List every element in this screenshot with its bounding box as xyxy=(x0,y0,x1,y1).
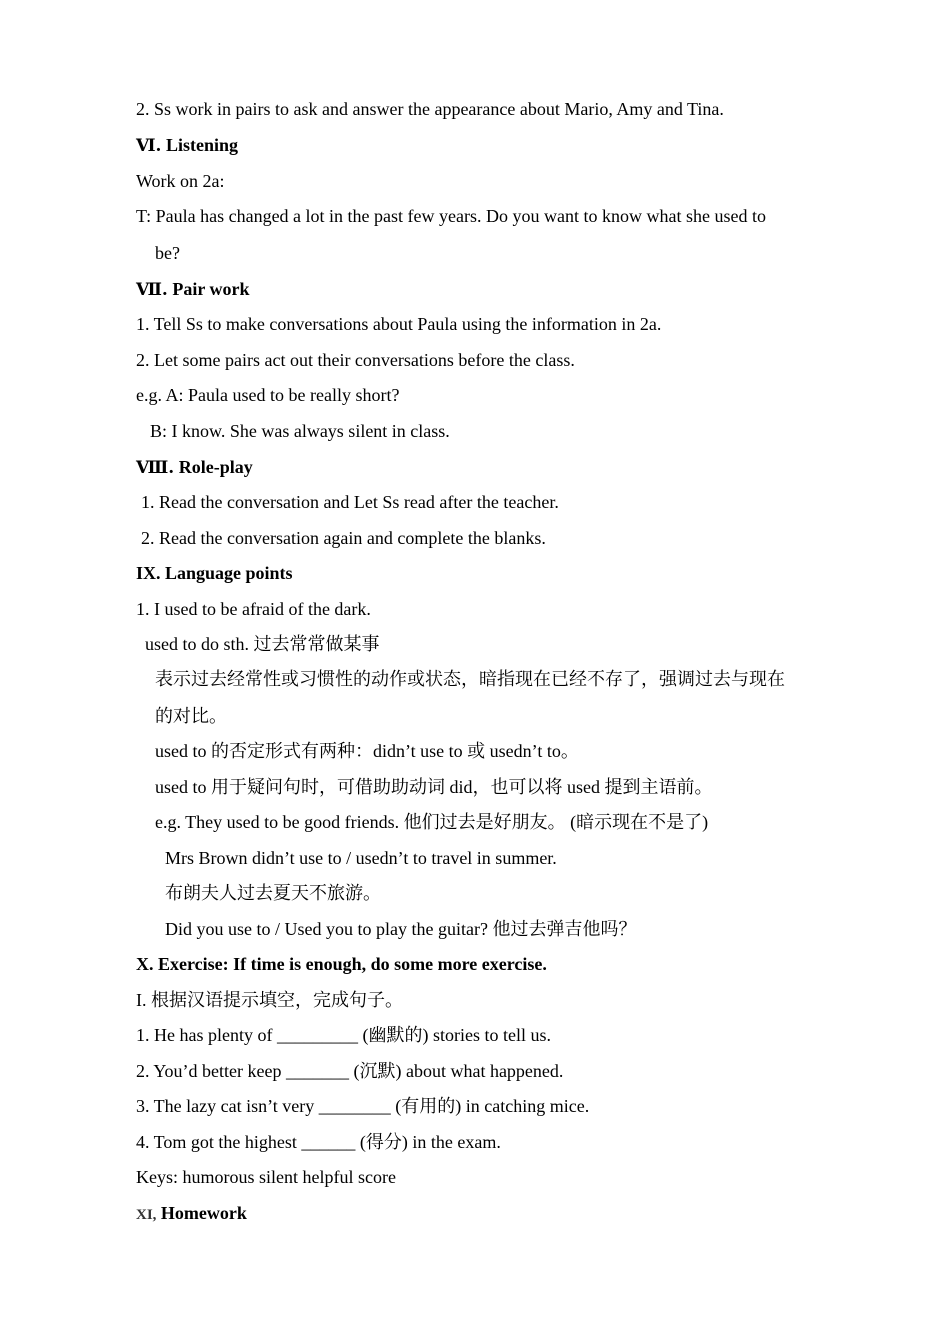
exercise-item: 2. You’d better keep _______ (沉默) about what happened. xyxy=(136,1061,564,1081)
text-line: 布朗夫人过去夏天不旅游。 xyxy=(165,883,381,903)
text-line: B: I know. She was always silent in class. xyxy=(150,421,450,441)
text-line: used to 用于疑问句时，可借助助动词 did，也可以将 used 提到主语前。 xyxy=(155,777,713,797)
section-heading-exercise: X. Exercise: If time is enough, do some more exercise. xyxy=(136,954,547,974)
text-line: 2. Read the conversation again and complete the blanks. xyxy=(141,528,546,548)
text-line: 1. Tell Ss to make conversations about Paula using the information in 2a. xyxy=(136,314,662,334)
roman-numeral: Ⅶ. xyxy=(136,280,168,300)
section-heading-homework xyxy=(136,1202,247,1226)
text-line: T: Paula has changed a lot in the past few years. Do you want to know what she used to xyxy=(136,206,766,226)
text-line: e.g. A: Paula used to be really short? xyxy=(136,385,400,405)
roman-numeral: XI, xyxy=(136,1207,157,1223)
exercise-item: 3. The lazy cat isn’t very ________ (有用的) in catching mice. xyxy=(136,1096,590,1116)
text-line: I. 根据汉语提示填空，完成句子。 xyxy=(136,990,403,1010)
text-line: used to 的否定形式有两种：didn’t use to 或 usedn’t to。 xyxy=(155,741,579,761)
text-line: 2. Ss work in pairs to ask and answer the appearance about Mario, Amy and Tina. xyxy=(136,99,724,119)
exercise-item: 1. He has plenty of _________ (幽默的) stories to tell us. xyxy=(136,1025,551,1045)
section-heading-language-points: IX. Language points xyxy=(136,563,293,583)
text-line: Mrs Brown didn’t use to / usedn’t to travel in summer. xyxy=(165,848,557,868)
text-line: Work on 2a: xyxy=(136,171,225,191)
section-heading-role-play xyxy=(136,456,253,479)
text-line: 1. Read the conversation and Let Ss read after the teacher. xyxy=(141,492,559,512)
heading-text: Pair work xyxy=(172,279,250,299)
roman-numeral: Ⅷ. xyxy=(136,458,175,478)
section-heading-listening xyxy=(136,134,238,157)
heading-text: Homework xyxy=(160,1203,247,1223)
text-line: 2. Let some pairs act out their conversations before the class. xyxy=(136,350,575,370)
heading-text: Role-play xyxy=(178,457,253,477)
section-heading-pair-work xyxy=(136,278,250,301)
text-line: 的对比。 xyxy=(155,706,227,726)
text-line: 1. I used to be afraid of the dark. xyxy=(136,599,371,619)
text-line: Did you use to / Used you to play the guitar? 他过去弹吉他吗？ xyxy=(165,919,637,939)
exercise-item: 4. Tom got the highest ______ (得分) in the exam. xyxy=(136,1132,501,1152)
text-line: e.g. They used to be good friends. 他们过去是好朋友。 (暗示现在不是了) xyxy=(155,812,709,832)
text-line: be? xyxy=(155,243,180,263)
text-line: used to do sth. 过去常常做某事 xyxy=(145,634,380,654)
heading-text: Listening xyxy=(165,135,238,155)
answer-keys: Keys: humorous silent helpful score xyxy=(136,1167,396,1187)
text-line: 表示过去经常性或习惯性的动作或状态，暗指现在已经不存了，强调过去与现在 xyxy=(155,669,785,689)
roman-numeral: Ⅵ. xyxy=(136,136,162,156)
